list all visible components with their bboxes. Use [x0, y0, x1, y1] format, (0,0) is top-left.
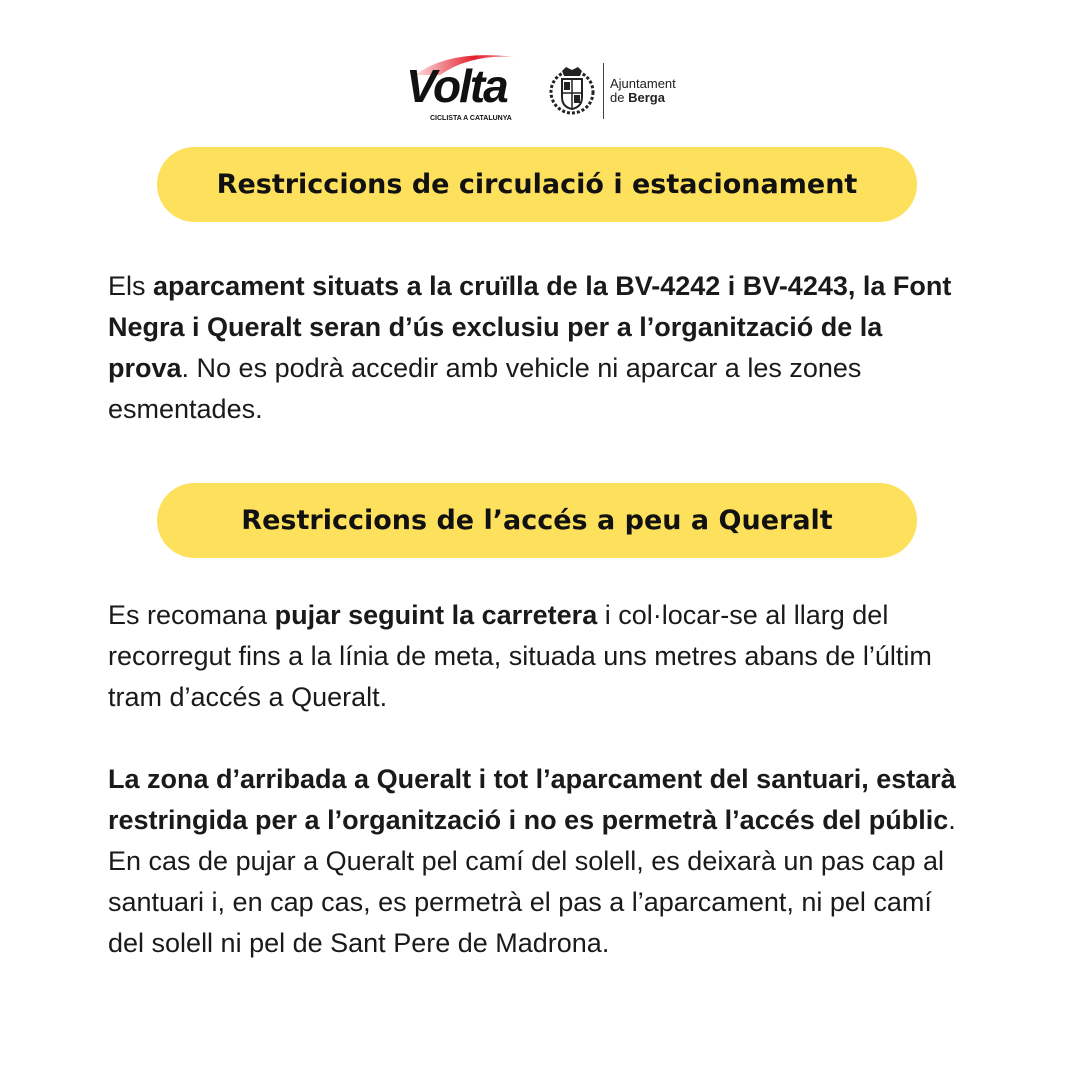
bold-text: aparcament situats a la cruïlla de la BV-4242 i BV-4243, la Font Negra i Queralt seran d’ús exclusiu per a l’organització de la prova: [108, 271, 952, 383]
section1-paragraph: [108, 266, 968, 430]
berga-line2-bold: Berga: [628, 90, 665, 105]
berga-text: [610, 77, 676, 105]
berga-coat-of-arms-icon: [548, 65, 596, 115]
berga-line1: Ajuntament: [610, 76, 676, 91]
logo-divider: [603, 63, 604, 119]
section1-heading: Restriccions de circulació i estacionament: [157, 147, 917, 222]
ajuntament-berga-logo: [548, 63, 688, 119]
section2-paragraph1: [108, 595, 968, 718]
header-logos: [400, 45, 690, 130]
section2-paragraph2: [108, 759, 968, 964]
text: . No es podrà accedir amb vehicle ni aparcar a les zones esmentades.: [108, 353, 862, 424]
content: [0, 147, 1080, 964]
text: i col·locar-se al llarg del recorregut fins a la línia de meta, situada uns metres abans de l’últim tram d’accés a Queralt.: [108, 600, 932, 712]
section2-heading: Restriccions de l’accés a peu a Queralt: [157, 483, 917, 558]
volta-subtitle: CICLISTA A CATALUNYA: [430, 115, 512, 122]
bold-text: pujar seguint la carretera: [274, 600, 598, 630]
text: Es recomana: [108, 600, 275, 630]
volta-wordmark: Volta: [406, 60, 507, 112]
bold-text: La zona d’arribada a Queralt i tot l’aparcament del santuari, estarà restringida per a l’organització i no es permetrà l’accés del públic: [108, 764, 956, 835]
volta-logo: [400, 45, 525, 127]
text: Els: [108, 271, 154, 301]
berga-line2-prefix: de: [610, 90, 629, 105]
text: . En cas de pujar a Queralt pel camí del solell, es deixarà un pas cap al santuari i, en cap cas, es permetrà el pas a l’aparcament, ni pel camí del solell ni pel de Sant Pere de Madrona.: [108, 805, 956, 958]
